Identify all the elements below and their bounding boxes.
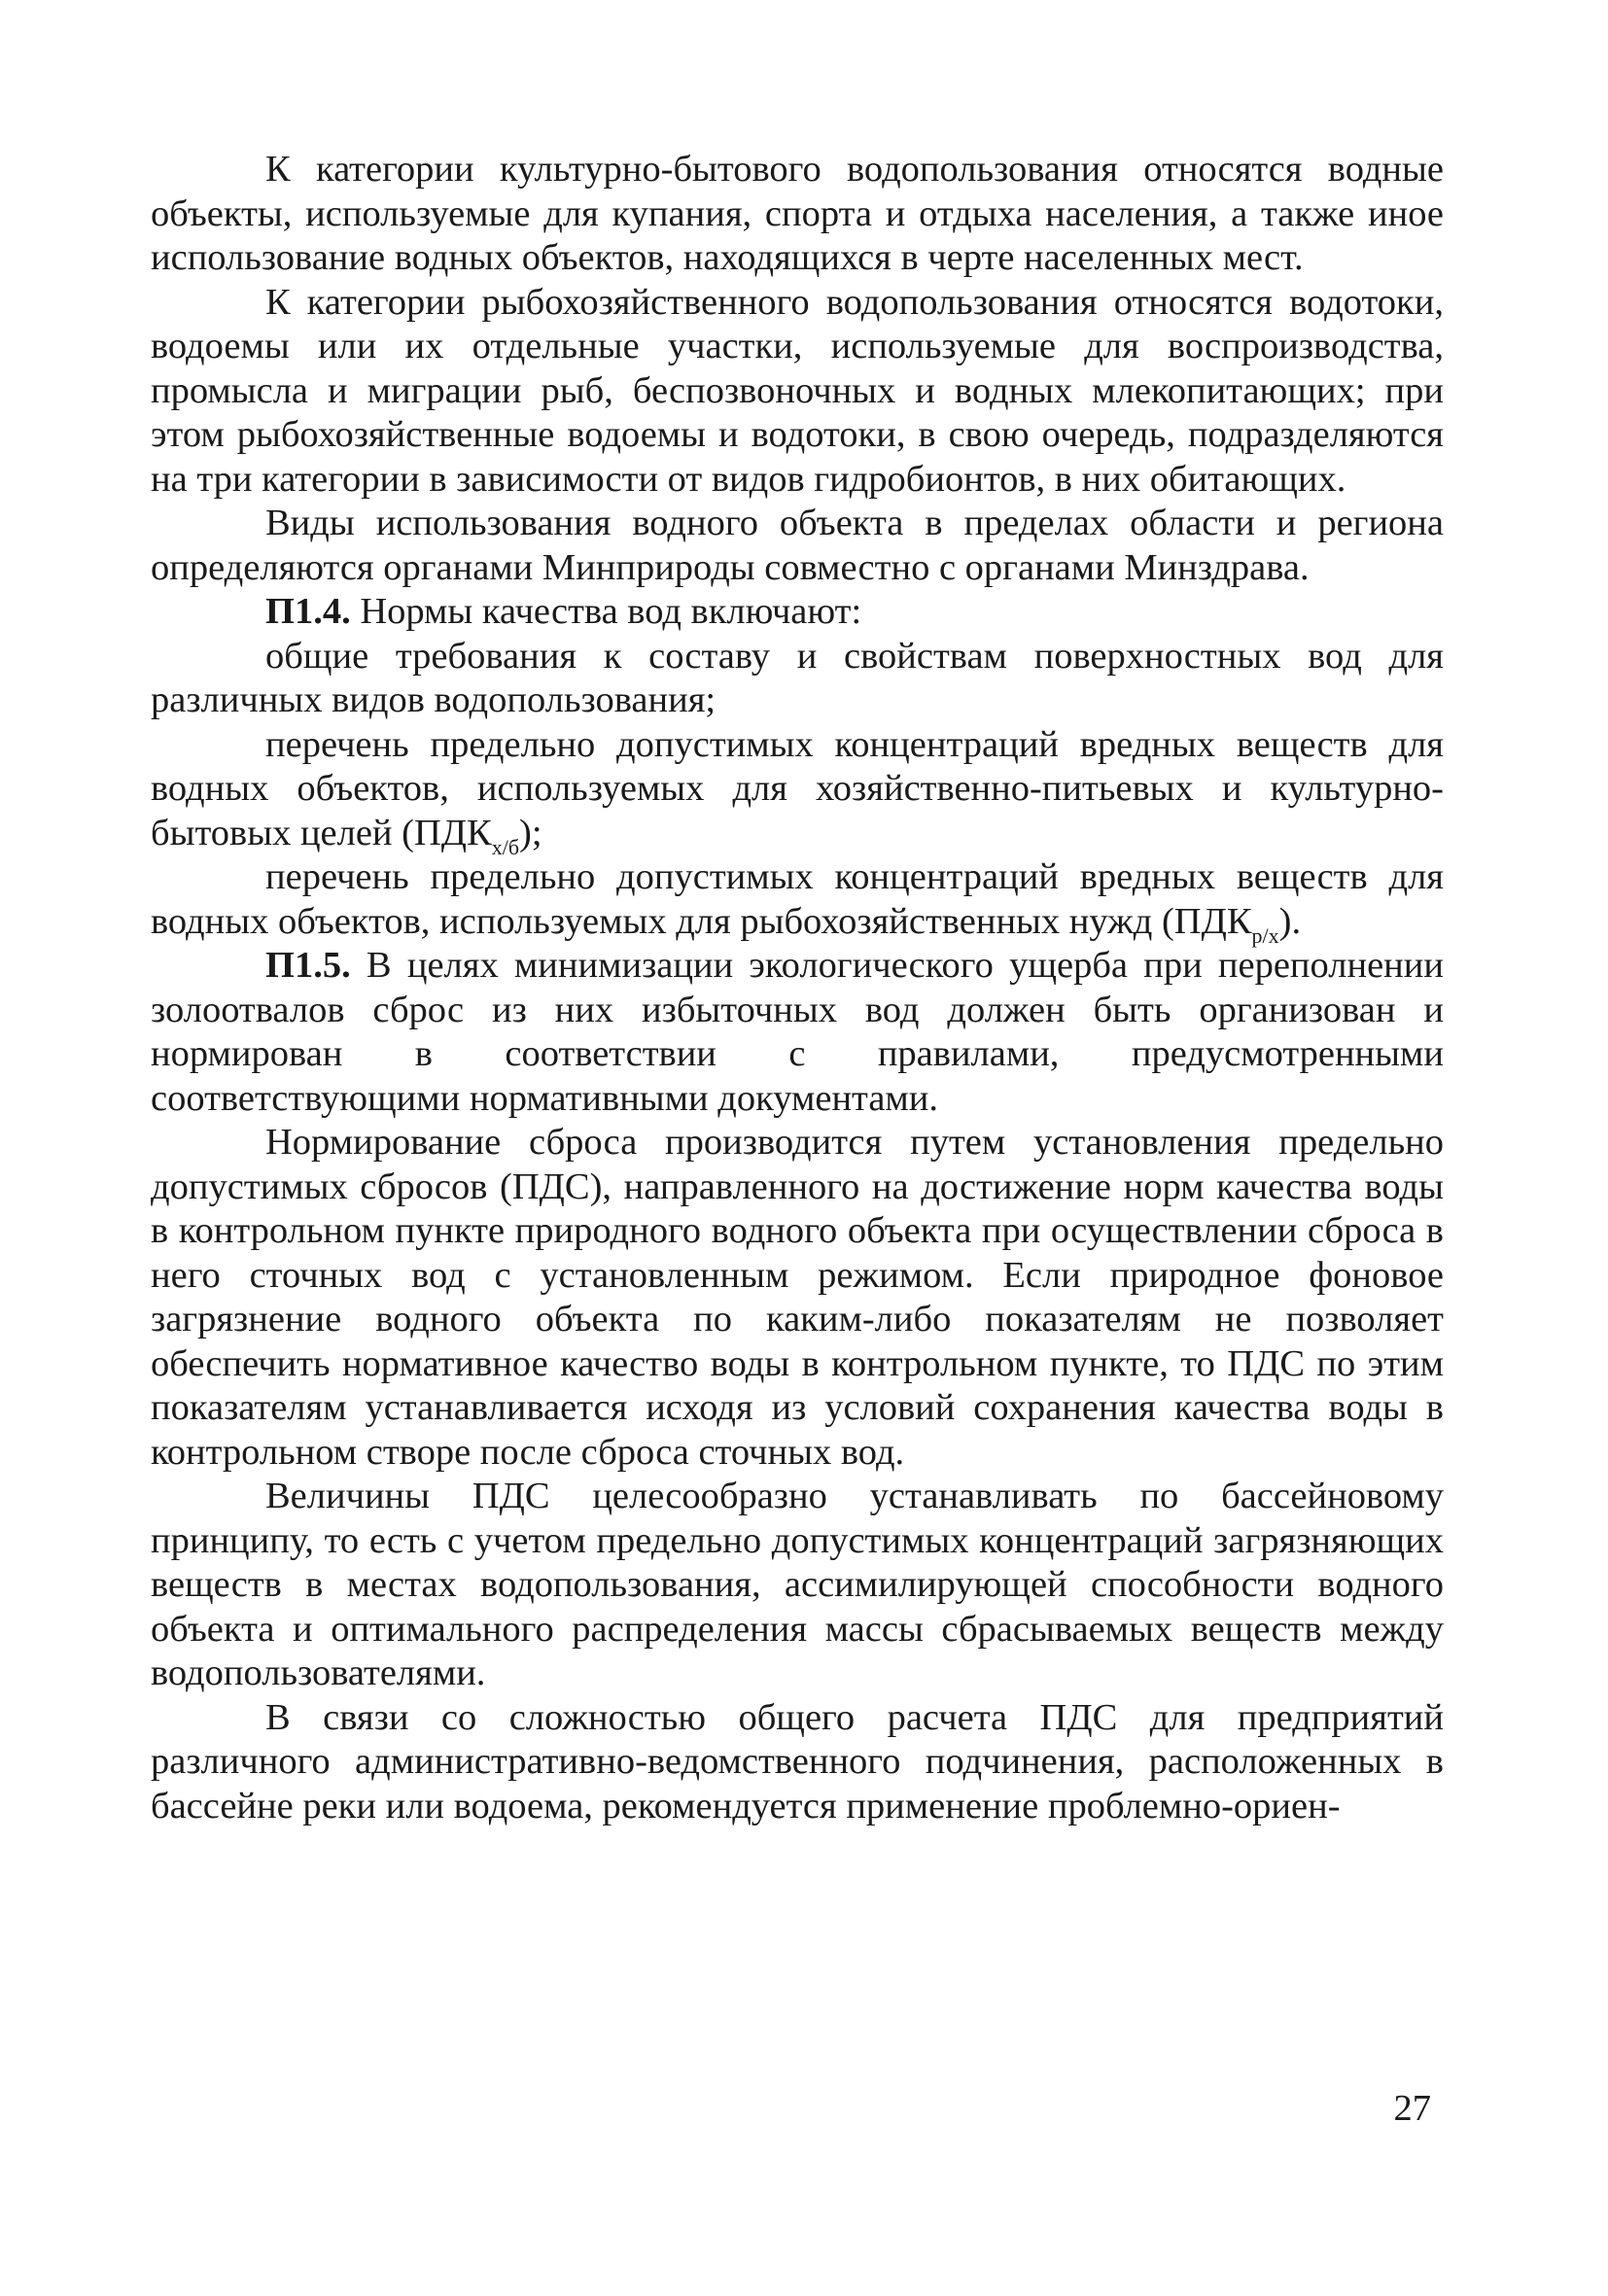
paragraph-tail: ); — [519, 812, 542, 853]
list-item-pdk-fishery — [151, 855, 1444, 948]
page-number: 27 — [1393, 2088, 1431, 2129]
paragraph-pds-basin-principle — [151, 1475, 1444, 1696]
paragraph-text: Величины ПДС целесообразно устанавливать по бассейновому принципу, то есть с учетом предельно допустимых концентраций загрязняющих веществ в местах водопользования, ассимилирующей способности водного объекта и оптимального распределения массы сбрасываемых веществ между водопользователями. — [151, 1476, 1444, 1693]
paragraph-tail: ). — [1278, 900, 1302, 942]
list-item-pdk-household — [151, 723, 1444, 859]
document-page — [151, 148, 1444, 1828]
paragraph-text: перечень предельно допустимых концентраций вредных веществ для водных объектов, используемых для хозяйственно-питьевых и культурно-бытовых целей (ПДК — [151, 723, 1444, 853]
paragraph-text: общие требования к составу и свойствам поверхностных вод для различных видов водопользования; — [151, 635, 1444, 720]
paragraph-pds-calculation — [151, 1696, 1444, 1829]
paragraph-text: Нормы качества вод включают: — [350, 591, 862, 632]
paragraph-text: К категории рыбохозяйственного водопользования относятся водотоки, водоемы или их отдельные участки, используемые для воспроизводства, промысла и миграции рыб, беспозвоночных и водных млекопитающих; при этом рыбохозяйственные водоемы и водотоки, в свою очередь, подразделяются на три категории в зависимости от видов гидробионтов, в них обитающих. — [151, 281, 1444, 500]
paragraph-text: В целях минимизации экологического ущерба при переполнении золоотвалов сброс из них избыточных вод должен быть организован и нормирован в соответствии с правилами, предусмотренными соответствующими нормативными документами. — [151, 945, 1444, 1119]
paragraph-discharge-regulation — [151, 1121, 1444, 1475]
paragraph-fishery-use — [151, 281, 1444, 503]
section-number: П1.4. — [265, 591, 351, 632]
paragraph-use-types — [151, 502, 1444, 590]
paragraph-text: Нормирование сброса производится путем установления предельно допустимых сбросов (ПДС), направленного на достижение норм качества воды в контрольном пункте природного водного объекта при осуществлении сброса в него сточных вод с установленным режимом. Если природное фоновое загрязнение водного объекта по каким-либо показателям не позволяет обеспечить нормативное качество воды в контрольном пункте, то ПДС по этим показателям устанавливается исходя из условий сохранения качества воды в контрольном створе после сброса сточных вод. — [151, 1122, 1444, 1473]
paragraph-text: В связи со сложностью общего расчета ПДС для предприятий различного административно-ведомственного подчинения, расположенных в бассейне реки или водоема, рекомендуется применение проблемно-ориен- — [151, 1696, 1444, 1826]
paragraph-text: К категории культурно-бытового водопользования относятся водные объекты, используемые для купания, спорта и отдыха населения, а также иное использование водных объектов, находящихся в черте населенных мест. — [151, 149, 1444, 278]
section-p1-5 — [151, 944, 1444, 1121]
paragraph-text: Виды использования водного объекта в пределах области и региона определяются органами Минприроды совместно с органами Минздрава. — [151, 503, 1444, 588]
subscript: х/б — [491, 834, 520, 859]
section-p1-4 — [151, 590, 1444, 635]
paragraph-text: перечень предельно допустимых концентраций вредных веществ для водных объектов, используемых для рыбохозяйственных нужд (ПДК — [151, 856, 1444, 942]
list-item-general-requirements — [151, 635, 1444, 723]
paragraph-cultural-use — [151, 148, 1444, 281]
subscript: р/х — [1251, 922, 1279, 948]
section-number: П1.5. — [265, 945, 351, 986]
